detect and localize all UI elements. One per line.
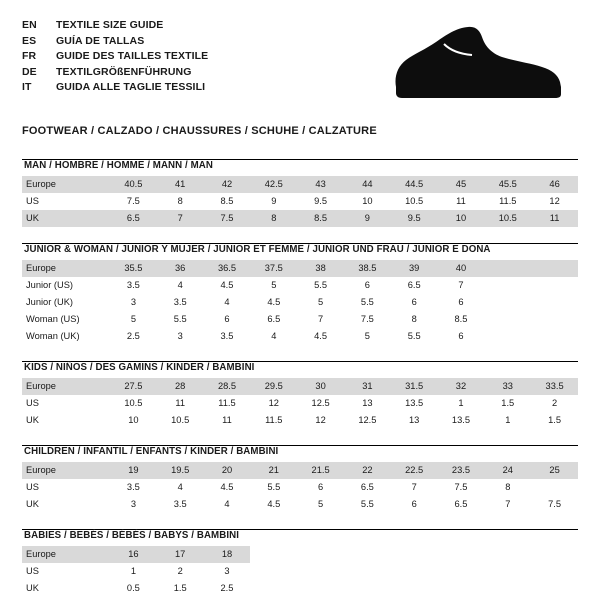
size-cell: 6.5	[110, 210, 157, 227]
language-title-row	[22, 65, 208, 81]
size-cell: 8	[391, 311, 438, 328]
size-cell: 41	[157, 176, 204, 193]
table-row	[22, 193, 578, 210]
size-cell	[484, 294, 531, 311]
row-label: US	[22, 193, 110, 210]
size-cell	[484, 260, 531, 277]
size-cell: 9.5	[391, 210, 438, 227]
size-cell: 10	[438, 210, 485, 227]
size-cell: 1.5	[157, 580, 204, 597]
size-cell: 5.5	[297, 277, 344, 294]
header	[22, 18, 578, 107]
size-cell: 25	[531, 462, 578, 479]
row-label: US	[22, 563, 110, 580]
size-cell: 4.5	[250, 294, 297, 311]
size-cell: 10.5	[391, 193, 438, 210]
size-cell: 3	[110, 294, 157, 311]
size-cell: 16	[110, 546, 157, 563]
size-cell: 2.5	[204, 580, 251, 597]
size-cell: 8.5	[204, 193, 251, 210]
size-cell: 3	[204, 563, 251, 580]
size-cell: 21	[250, 462, 297, 479]
size-cell: 7	[157, 210, 204, 227]
section-title: KIDS / NIÑOS / DES GAMINS / KINDER / BAMBINI	[24, 362, 255, 373]
size-cell: 2	[157, 563, 204, 580]
size-cell: 4	[204, 496, 251, 513]
language-code: EN	[22, 19, 37, 31]
size-cell: 29.5	[250, 378, 297, 395]
size-section	[22, 445, 578, 513]
row-label: UK	[22, 580, 110, 597]
size-cell: 42.5	[250, 176, 297, 193]
size-cell: 5	[344, 328, 391, 345]
section-title: MAN / HOMBRE / HOMME / MANN / MAN	[24, 160, 213, 171]
row-label: Europe	[22, 462, 110, 479]
size-cell: 28	[157, 378, 204, 395]
size-table	[22, 176, 578, 227]
size-cell: 9	[344, 210, 391, 227]
table-row	[22, 395, 578, 412]
size-section	[22, 243, 578, 345]
size-cell: 7.5	[438, 479, 485, 496]
size-cell: 43	[297, 176, 344, 193]
size-cell: 2	[531, 395, 578, 412]
size-cell: 19	[110, 462, 157, 479]
size-cell: 7	[297, 311, 344, 328]
section-title: CHILDREN / INFANTIL / ENFANTS / KINDER / BAMBINI	[24, 446, 279, 457]
size-cell: 11	[438, 193, 485, 210]
size-cell: 6	[391, 496, 438, 513]
table-row	[22, 176, 578, 193]
size-table	[22, 378, 578, 429]
size-cell: 7.5	[531, 496, 578, 513]
size-cell	[484, 328, 531, 345]
size-cell	[531, 479, 578, 496]
row-label: Woman (UK)	[22, 328, 110, 345]
row-label: Europe	[22, 378, 110, 395]
size-cell: 10.5	[484, 210, 531, 227]
size-cell: 3	[157, 328, 204, 345]
table-row	[22, 294, 578, 311]
size-cell: 13.5	[438, 412, 485, 429]
size-cell: 9.5	[297, 193, 344, 210]
language-title: GUIDA ALLE TAGLIE TESSILI	[56, 81, 206, 93]
size-cell: 2.5	[110, 328, 157, 345]
size-cell: 11	[157, 395, 204, 412]
size-cell: 12	[250, 395, 297, 412]
language-title: GUÍA DE TALLAS	[56, 34, 145, 47]
language-title-row	[22, 18, 208, 34]
row-label: Europe	[22, 260, 110, 277]
size-cell: 7.5	[344, 311, 391, 328]
size-cell: 8.5	[438, 311, 485, 328]
size-cell: 20	[204, 462, 251, 479]
size-cell: 3.5	[157, 294, 204, 311]
size-cell: 11	[204, 412, 251, 429]
size-section	[22, 159, 578, 227]
row-label: UK	[22, 210, 110, 227]
size-cell: 5.5	[344, 294, 391, 311]
table-row	[22, 378, 578, 395]
size-cell: 28.5	[204, 378, 251, 395]
size-cell: 44.5	[391, 176, 438, 193]
language-code: IT	[22, 81, 32, 93]
size-cell: 12.5	[297, 395, 344, 412]
size-cell: 18	[204, 546, 251, 563]
size-cell: 21.5	[297, 462, 344, 479]
size-cell: 44	[344, 176, 391, 193]
size-cell: 3	[110, 496, 157, 513]
size-cell: 5.5	[157, 311, 204, 328]
size-cell: 7	[438, 277, 485, 294]
size-cell: 22.5	[391, 462, 438, 479]
language-title: TEXTILGRÖßENFÜHRUNG	[56, 65, 192, 78]
section-title: JUNIOR & WOMAN / JUNIOR Y MUJER / JUNIOR ET FEMME / JUNIOR UND FRAU / JUNIOR E DONA	[24, 244, 491, 255]
size-cell: 3.5	[110, 277, 157, 294]
size-cell: 13	[391, 412, 438, 429]
size-cell: 5	[110, 311, 157, 328]
size-cell: 27.5	[110, 378, 157, 395]
size-cell: 35.5	[110, 260, 157, 277]
size-section	[22, 361, 578, 429]
language-code: FR	[22, 50, 37, 62]
row-label: Europe	[22, 176, 110, 193]
size-cell: 24	[484, 462, 531, 479]
row-label: US	[22, 479, 110, 496]
table-row	[22, 462, 578, 479]
size-cell: 12.5	[344, 412, 391, 429]
size-cell: 10.5	[157, 412, 204, 429]
size-cell: 11.5	[484, 193, 531, 210]
size-cell: 39	[391, 260, 438, 277]
size-table	[22, 546, 250, 597]
size-section	[22, 529, 578, 597]
size-cell: 1	[438, 395, 485, 412]
language-title-row	[22, 49, 208, 65]
size-cell	[531, 311, 578, 328]
size-cell: 1	[484, 412, 531, 429]
row-label: Junior (UK)	[22, 294, 110, 311]
row-label: Europe	[22, 546, 110, 563]
size-cell: 7	[484, 496, 531, 513]
size-cell: 46	[531, 176, 578, 193]
size-cell: 8	[250, 210, 297, 227]
size-cell: 7	[391, 479, 438, 496]
size-cell: 3.5	[204, 328, 251, 345]
size-cell: 13	[344, 395, 391, 412]
row-label: UK	[22, 412, 110, 429]
size-cell: 3.5	[157, 496, 204, 513]
size-cell: 10.5	[110, 395, 157, 412]
size-table	[22, 260, 578, 345]
size-cell: 12	[297, 412, 344, 429]
language-title: GUIDE DES TAILLES TEXTILE	[56, 50, 209, 62]
table-row	[22, 563, 250, 580]
size-cell: 36.5	[204, 260, 251, 277]
size-cell: 10	[344, 193, 391, 210]
size-cell: 5.5	[344, 496, 391, 513]
size-cell: 4.5	[250, 496, 297, 513]
size-cell: 12	[531, 193, 578, 210]
size-cell: 11	[531, 210, 578, 227]
size-cell: 11.5	[250, 412, 297, 429]
size-cell: 38	[297, 260, 344, 277]
table-row	[22, 412, 578, 429]
size-cell: 4.5	[204, 277, 251, 294]
language-code: ES	[22, 34, 37, 47]
size-cell: 1.5	[484, 395, 531, 412]
size-cell: 17	[157, 546, 204, 563]
size-cell	[484, 311, 531, 328]
row-label: US	[22, 395, 110, 412]
size-cell: 6.5	[438, 496, 485, 513]
table-row	[22, 210, 578, 227]
size-cell: 5	[297, 294, 344, 311]
size-cell	[531, 294, 578, 311]
size-cell: 45.5	[484, 176, 531, 193]
size-cell: 40	[438, 260, 485, 277]
size-cell: 1.5	[531, 412, 578, 429]
size-cell: 10	[110, 412, 157, 429]
size-cell: 8	[484, 479, 531, 496]
size-tables	[22, 159, 578, 597]
table-row	[22, 328, 578, 345]
size-cell: 11.5	[204, 395, 251, 412]
size-cell	[484, 277, 531, 294]
table-row	[22, 311, 578, 328]
size-cell: 1	[110, 563, 157, 580]
size-cell: 40.5	[110, 176, 157, 193]
size-cell: 32	[438, 378, 485, 395]
size-cell: 3.5	[110, 479, 157, 496]
size-cell: 31.5	[391, 378, 438, 395]
size-cell: 5	[297, 496, 344, 513]
size-cell: 7.5	[110, 193, 157, 210]
table-row	[22, 546, 250, 563]
size-cell: 6	[438, 294, 485, 311]
section-title: BABIES / BEBÉS / BÉBÉS / BABYS / BAMBINI	[24, 530, 240, 541]
size-cell: 45	[438, 176, 485, 193]
language-code: DE	[22, 65, 37, 78]
language-title-row	[22, 34, 208, 50]
size-cell: 8	[157, 193, 204, 210]
size-cell: 6	[297, 479, 344, 496]
size-cell: 4.5	[204, 479, 251, 496]
size-cell: 37.5	[250, 260, 297, 277]
size-cell: 4	[157, 277, 204, 294]
size-cell: 30	[297, 378, 344, 395]
size-cell: 9	[250, 193, 297, 210]
dress-shoe-silhouette-icon	[384, 24, 564, 107]
size-cell: 6.5	[344, 479, 391, 496]
row-label: UK	[22, 496, 110, 513]
size-cell	[531, 328, 578, 345]
size-cell: 19.5	[157, 462, 204, 479]
size-cell: 23.5	[438, 462, 485, 479]
size-cell: 5	[250, 277, 297, 294]
size-cell: 4.5	[297, 328, 344, 345]
size-cell: 0.5	[110, 580, 157, 597]
size-cell: 6	[438, 328, 485, 345]
row-label: Woman (US)	[22, 311, 110, 328]
size-cell: 6	[391, 294, 438, 311]
size-cell: 6.5	[391, 277, 438, 294]
size-table	[22, 462, 578, 513]
size-cell: 4	[204, 294, 251, 311]
size-cell: 5.5	[391, 328, 438, 345]
size-cell: 38.5	[344, 260, 391, 277]
size-cell: 7.5	[204, 210, 251, 227]
size-cell: 8.5	[297, 210, 344, 227]
table-row	[22, 260, 578, 277]
size-cell: 6	[204, 311, 251, 328]
table-row	[22, 277, 578, 294]
size-cell	[531, 260, 578, 277]
language-title-list	[22, 18, 208, 96]
category-line: FOOTWEAR / CALZADO / CHAUSSURES / SCHUHE / CALZATURE	[22, 125, 377, 137]
table-row	[22, 479, 578, 496]
size-cell: 36	[157, 260, 204, 277]
size-cell: 4	[157, 479, 204, 496]
table-row	[22, 496, 578, 513]
size-cell: 22	[344, 462, 391, 479]
size-cell: 6.5	[250, 311, 297, 328]
size-cell: 42	[204, 176, 251, 193]
size-cell: 31	[344, 378, 391, 395]
size-cell: 33.5	[531, 378, 578, 395]
size-cell: 13.5	[391, 395, 438, 412]
size-cell: 5.5	[250, 479, 297, 496]
size-cell	[531, 277, 578, 294]
table-row	[22, 580, 250, 597]
language-title-row	[22, 80, 208, 96]
size-cell: 4	[250, 328, 297, 345]
row-label: Junior (US)	[22, 277, 110, 294]
size-cell: 6	[344, 277, 391, 294]
language-title: TEXTILE SIZE GUIDE	[56, 19, 164, 31]
size-cell: 33	[484, 378, 531, 395]
